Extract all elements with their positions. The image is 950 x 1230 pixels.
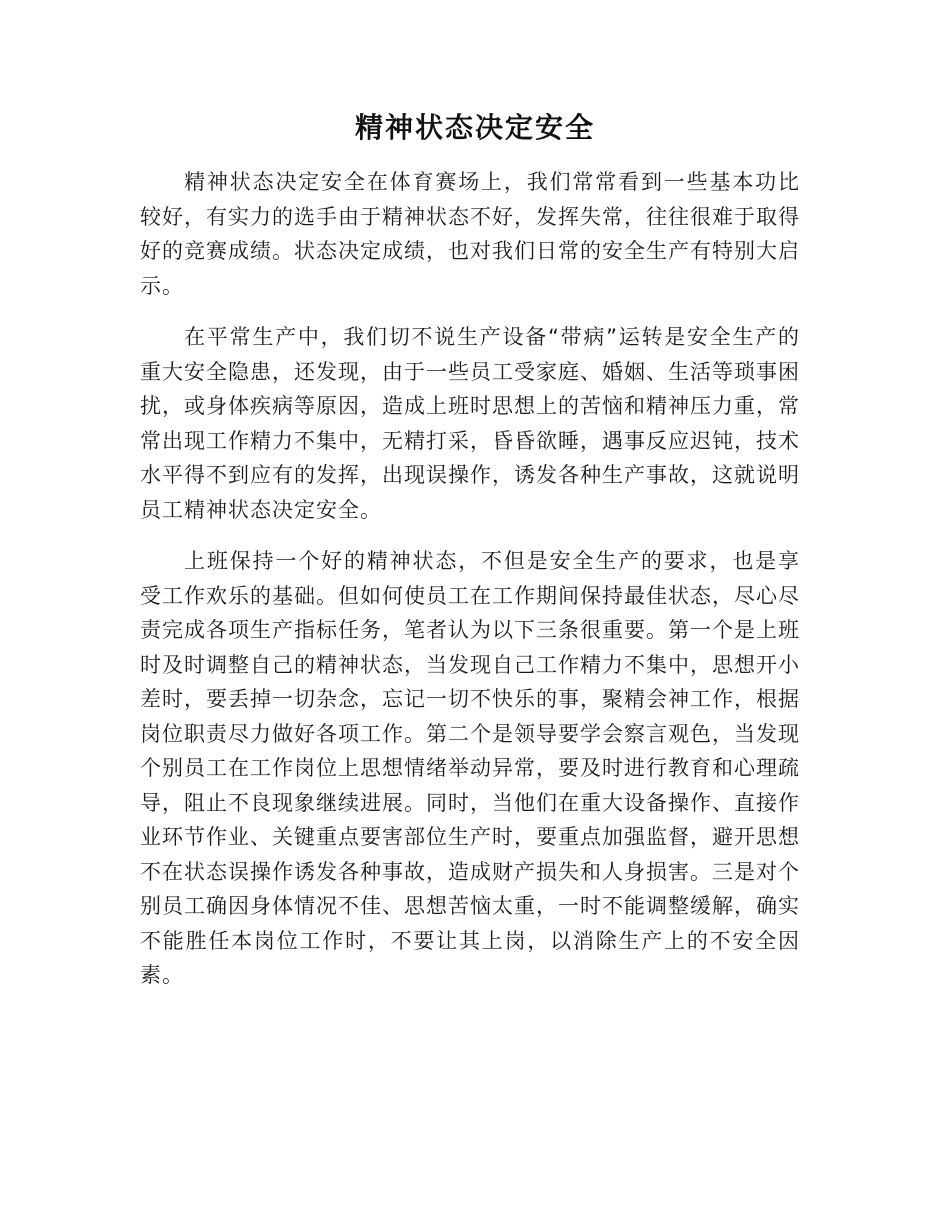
paragraph-2: 在平常生产中，我们切不说生产设备“带病”运转是安全生产的重大安全隐患，还发现，由于一些员工受家庭、婚姻、生活等琐事困扰，或身体疾病等原因，造成上班时思想上的苦恼和精神压力重，常常出现工作精力不集中，无精打采，昏昏欲睡，遇事反应迟钝，技术水平得不到应有的发挥，出现误操作，诱发各种生产事故，这就说明员工精神状态决定安全。 — [140, 325, 800, 522]
document-title: 精神状态决定安全 — [354, 111, 595, 144]
paragraph-3: 上班保持一个好的精神状态，不但是安全生产的要求，也是享受工作欢乐的基础。但如何使员工在工作期间保持最佳状态，尽心尽责完成各项生产指标任务，笔者认为以下三条很重要。第一个是上班时及时调整自己的精神状态，当发现自己工作精力不集中，思想开小差时，要丢掉一切杂念，忘记一切不快乐的事，聚精会神工作，根据岗位职责尽力做好各项工作。第二个是领导要学会察言观色，当发现个别员工在工作岗位上思想情绪举动异常，要及时进行教育和心理疏导，阻止不良现象继续进展。同时，当他们在重大设备操作、直接作业环节作业、关键重点要害部位生产时，要重点加强监督，避开思想不在状态误操作诱发各种事故，造成财产损失和人身损害。三是对个别员工确因身体情况不佳、思想苦恼太重，一时不能调整缓解，确实不能胜任本岗位工作时，不要让其上岗，以消除生产上的不安全因素。 — [140, 549, 800, 987]
document-body — [140, 165, 800, 1010]
paragraph-1: 精神状态决定安全在体育赛场上，我们常常看到一些基本功比较好，有实力的选手由于精神状态不好，发挥失常，往往很难于取得好的竞赛成绩。状态决定成绩，也对我们日常的安全生产有特别大启示。 — [140, 170, 800, 298]
